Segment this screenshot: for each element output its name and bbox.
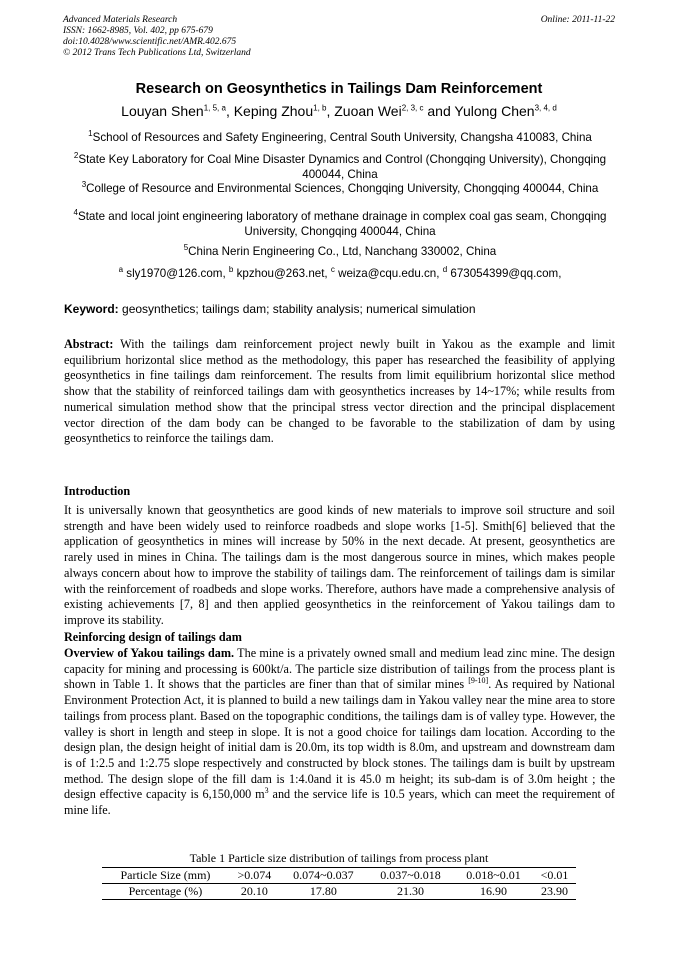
affiliation-2 xyxy=(65,153,615,182)
design-text: The mine is a privately owned small and medium lead zinc mine. The design capacity for mining and processing is 600kt/a. The particle size distribution of tailings from the process plant is shown in Table 1. It shows that the particles are finer than that of similar mines xyxy=(64,646,615,692)
abstract-label: Abstract: xyxy=(64,337,114,351)
affiliation-1 xyxy=(65,131,615,146)
email-address: sly1970@126.com, xyxy=(126,267,229,280)
affiliation-number: 3 xyxy=(81,180,87,190)
design-text: . As required by National Environment Protection Act, it is planned to build a new tailings dam in Yakou valley near the mine area to store tailings from process plant. Based on the topographic conditions, the tailings dam is of valley type. However, the valley is short in length and steep in slope. It is not a good choice for tailings dam location. According to the design plan, the design height of initial dam is 20.0m, its top width is 8.0m, and upstream and downstream dam is of 1:2.5 and 1:2.75 slope respectively and constructed by block stones. The tailings dam is built by upstream method. The design slope of the fill dam is 1:4.0and it is 45.0 m height; its sub-dam is of 3.0m height ; the design effective capacity is 6,150,000 m xyxy=(64,677,615,802)
design-heading: Reinforcing design of tailings dam xyxy=(64,630,242,644)
affiliation-number: 5 xyxy=(183,243,189,253)
email-address: 673054399@qq.com, xyxy=(450,267,562,280)
affiliation-text: China Nerin Engineering Co., Ltd, Nanchang 330002, China xyxy=(188,245,497,258)
table-row xyxy=(102,868,576,884)
affiliation-text: State and local joint engineering laboratory of methane drainage in complex coal gas seam, Chongqing University, Chongqing 400044, China xyxy=(77,210,607,238)
copyright-line: © 2012 Trans Tech Publications Ltd, Switzerland xyxy=(63,48,251,58)
author-separator: , xyxy=(225,103,234,119)
author-name: Zuoan Wei xyxy=(334,103,402,119)
author-affiliation-mark: 1, 5, a xyxy=(203,103,226,113)
author-name: Louyan Shen xyxy=(121,103,204,119)
design-text: and the service life is 10.5 years, which can meet the requirement of mine life. xyxy=(64,787,615,818)
table-cell: >0.074 xyxy=(229,868,280,884)
design-paragraph xyxy=(64,646,615,819)
design-subheading: Overview of Yakou tailings dam. xyxy=(64,646,235,660)
table-row xyxy=(102,884,576,900)
affiliation-text: College of Resource and Environmental Sciences, Chongqing University, Chongqing 400044, China xyxy=(86,182,599,195)
email-list xyxy=(65,267,615,282)
unit-superscript: 3 xyxy=(264,786,269,796)
email-address: weiza@cqu.edu.cn, xyxy=(338,267,443,280)
table-cell: 21.30 xyxy=(367,884,454,900)
author-separator: and xyxy=(423,103,455,119)
table-cell: 23.90 xyxy=(533,884,576,900)
email-mark: d xyxy=(442,265,448,275)
author-name: Yulong Chen xyxy=(454,103,535,119)
particle-size-table xyxy=(102,867,576,900)
table-cell: 0.074~0.037 xyxy=(280,868,367,884)
abstract xyxy=(64,337,615,447)
email-mark: c xyxy=(330,265,335,275)
table-cell: 0.018~0.01 xyxy=(454,868,533,884)
table-cell: Percentage (%) xyxy=(102,884,229,900)
table-cell: 16.90 xyxy=(454,884,533,900)
affiliation-4 xyxy=(65,210,615,239)
table-cell: 0.037~0.018 xyxy=(367,868,454,884)
doi-line: doi:10.4028/www.scientific.net/AMR.402.675 xyxy=(63,37,237,47)
author-affiliation-mark: 3, 4, d xyxy=(534,103,557,113)
email-mark: a xyxy=(118,265,124,275)
table-cell: 17.80 xyxy=(280,884,367,900)
journal-name: Advanced Materials Research xyxy=(63,15,178,25)
paper-title: Research on Geosynthetics in Tailings Dam Reinforcement xyxy=(135,81,543,97)
affiliation-number: 1 xyxy=(88,129,93,139)
table-cell: 20.10 xyxy=(229,884,280,900)
author-affiliation-mark: 1, b xyxy=(313,103,327,113)
author-list xyxy=(0,103,678,119)
running-header xyxy=(63,15,615,59)
keyword-text: geosynthetics; tailings dam; stability analysis; numerical simulation xyxy=(118,302,476,316)
introduction-text: It is universally known that geosynthetics are good kinds of new materials to improve soil structure and soil strength and have been widely used to reinforce roadbeds and slope works [1-5]. Smith[6] believed that the application of geosynthetics in mines will increase by 50% in the next decade. At present, geosynthetics are rarely used in mines in China. The tailings dam is the most dangerous source in mines, which makes people always concern about how to improve the stability of tailings dam. The reinforcement of tailings dam is similar with the reinforcement of roadbeds and slope works. Therefore, authors have made a comprehensive analysis of existing achievements [7, 8] and then applied geosynthetics in the reinforcement of Yakou tailings dam to improve its stability. xyxy=(64,503,615,627)
online-date: Online: 2011-11-22 xyxy=(540,15,615,25)
affiliation-3 xyxy=(65,182,615,197)
author-name: Keping Zhou xyxy=(233,103,314,119)
affiliation-text: State Key Laboratory for Coal Mine Disaster Dynamics and Control (Chongqing University), Chongqing 400044, China xyxy=(78,153,607,181)
table-cell: Particle Size (mm) xyxy=(102,868,229,884)
abstract-text: With the tailings dam reinforcement project newly built in Yakou as the example and limit equilibrium horizontal slice method as the methodology, this paper has researched the feasibility of applying geosynthetics in fine tailings dam reinforcement. The results from limit equilibrium horizontal slice method show that the stability of reinforced tailings dam with geosynthetics increases by 14~17%; while results from numerical simulation method show that the principal stress vector direction and the principal displacement vector direction of the dam body can be changed to be favorable to the stabilization of dam by using geosynthetics to reinforce the tailings dam. xyxy=(64,337,615,446)
author-separator: , xyxy=(326,103,335,119)
issn-line: ISSN: 1662-8985, Vol. 402, pp 675-679 xyxy=(63,26,213,36)
introduction-heading: Introduction xyxy=(64,484,131,498)
table-caption: Table 1 Particle size distribution of tailings from process plant xyxy=(189,851,489,865)
citation: [9-10] xyxy=(468,676,489,686)
keyword-label: Keyword: xyxy=(64,302,119,316)
email-mark: b xyxy=(228,265,234,275)
keywords xyxy=(64,302,624,316)
email-address: kpzhou@263.net, xyxy=(236,267,331,280)
affiliation-text: School of Resources and Safety Engineering, Central South University, Changsha 410083, China xyxy=(92,131,592,144)
affiliation-5 xyxy=(65,245,615,260)
affiliation-number: 4 xyxy=(73,208,78,218)
author-affiliation-mark: 2, 3, c xyxy=(401,103,424,113)
table-cell: <0.01 xyxy=(533,868,576,884)
affiliation-number: 2 xyxy=(73,151,79,161)
